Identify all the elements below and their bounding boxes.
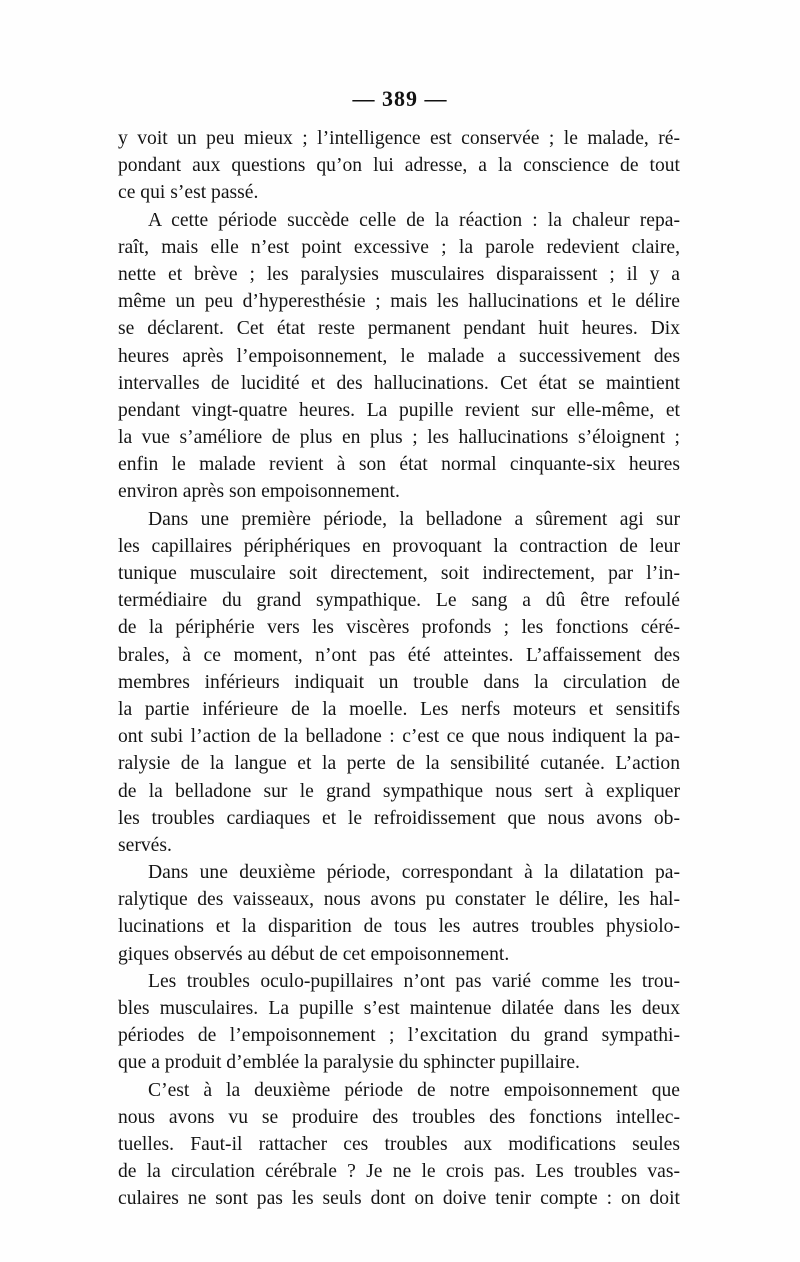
text-line: ont subi l’action de la belladone : c’est ce que nous indiquent la pa- <box>118 726 680 748</box>
text-line: lucinations et la disparition de tous les autres troubles physiolo- <box>118 916 680 938</box>
text-line: de la périphérie vers les viscères profonds ; les fonctions céré- <box>118 617 680 639</box>
text-line: y voit un peu mieux ; l’intelligence est conservée ; le malade, ré- <box>118 128 680 149</box>
text-line: tuelles. Faut-il rattacher ces troubles aux modifications seules <box>118 1133 680 1155</box>
text-line: Dans une deuxième période, correspondant à la dilatation pa- <box>148 862 680 884</box>
text-line: membres inférieurs indiquait un trouble dans la circulation de <box>118 671 680 693</box>
body-text <box>118 125 680 1213</box>
text-line: bles musculaires. La pupille s’est maintenue dilatée dans les deux <box>118 998 680 1019</box>
text-line: intervalles de lucidité et des hallucinations. Cet état se maintient <box>118 372 680 394</box>
text-line: enfin le malade revient à son état normal cinquante-six heures <box>118 454 680 476</box>
text-line: culaires ne sont pas les seuls dont on doive tenir compte : on doit <box>118 1188 680 1210</box>
text-line: tunique musculaire soit directement, soit indirectement, par l’in- <box>118 563 680 584</box>
text-line: heures après l’empoisonnement, le malade a successivement des <box>118 345 680 367</box>
text-line: giques observés au début de cet empoisonnement. <box>118 943 510 965</box>
text-line: termédiaire du grand sympathique. Le sang a dû être refoulé <box>118 590 680 612</box>
text-line: nous avons vu se produire des troubles des fonctions intellec- <box>118 1106 680 1128</box>
text-line: A cette période succède celle de la réaction : la chaleur repa- <box>148 209 680 231</box>
text-line: Dans une première période, la belladone a sûrement agi sur <box>148 508 680 530</box>
text-line: environ après son empoisonnement. <box>118 481 400 503</box>
text-line: raît, mais elle n’est point excessive ; la parole redevient claire, <box>118 236 680 258</box>
text-line: la partie inférieure de la moelle. Les nerfs moteurs et sensitifs <box>118 698 680 720</box>
text-line: les capillaires périphériques en provoquant la contraction de leur <box>118 535 680 557</box>
text-line: brales, à ce moment, n’ont pas été atteintes. L’affaissement des <box>118 644 680 666</box>
text-line: de la circulation cérébrale ? Je ne le crois pas. Les troubles vas- <box>118 1161 680 1183</box>
text-line: Les troubles oculo-pupillaires n’ont pas varié comme les trou- <box>148 970 680 992</box>
text-line: ce qui s’est passé. <box>118 182 259 204</box>
text-line: pendant vingt-quatre heures. La pupille revient sur elle-même, et <box>118 399 680 421</box>
text-line: même un peu d’hyperesthésie ; mais les hallucinations et le délire <box>118 291 680 313</box>
text-line: périodes de l’empoisonnement ; l’excitation du grand sympathi- <box>118 1025 680 1047</box>
page-number: — 389 — <box>352 86 448 111</box>
text-line: les troubles cardiaques et le refroidissement que nous avons ob- <box>118 807 680 829</box>
text-line: de la belladone sur le grand sympathique nous sert à expliquer <box>118 780 680 802</box>
text-line: pondant aux questions qu’on lui adresse, a la conscience de tout <box>118 155 680 177</box>
text-line: se déclarent. Cet état reste permanent pendant huit heures. Dix <box>118 318 680 340</box>
text-line: servés. <box>118 834 172 856</box>
text-line: C’est à la deuxième période de notre empoisonnement que <box>148 1079 680 1101</box>
text-line: ralysie de la langue et la perte de la sensibilité cutanée. L’action <box>118 753 680 775</box>
text-line: la vue s’améliore de plus en plus ; les hallucinations s’éloignent ; <box>118 427 680 449</box>
text-line: ralytique des vaisseaux, nous avons pu constater le délire, les hal- <box>118 889 680 911</box>
text-line: nette et brève ; les paralysies musculaires disparaissent ; il y a <box>118 263 680 285</box>
text-line: que a produit d’emblée la paralysie du sphincter pupillaire. <box>118 1052 580 1074</box>
